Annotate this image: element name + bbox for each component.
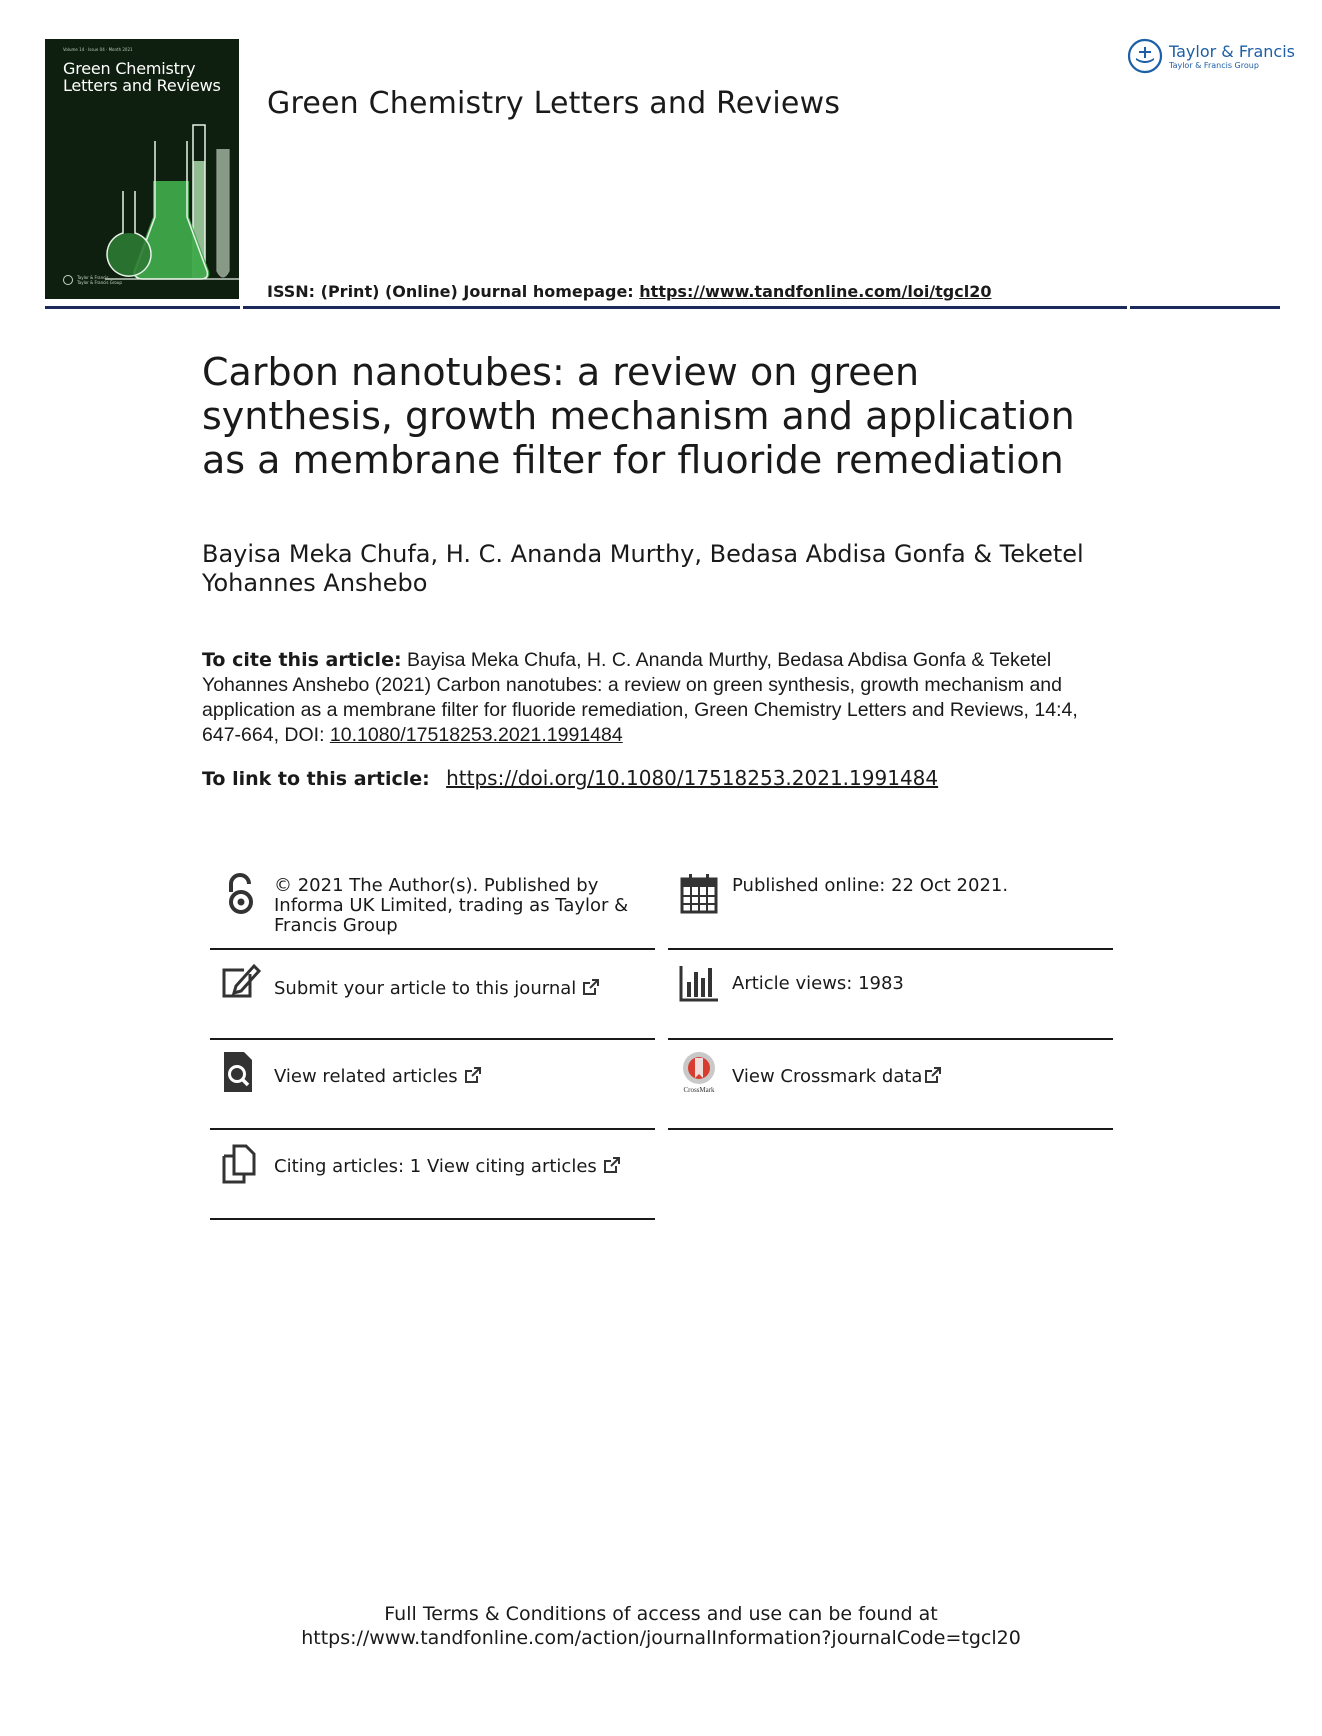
publisher-logo[interactable] (1127, 38, 1295, 74)
header-rule (45, 306, 1280, 309)
header-rule-gap (1127, 306, 1130, 309)
cover-title-line1: Green Chemistry (63, 59, 196, 78)
bar-chart-icon (678, 960, 720, 1004)
submit-article-cell[interactable] (210, 952, 655, 1040)
submit-article-link[interactable]: Submit your article to this journal (274, 978, 577, 999)
article-authors: Bayisa Meka Chufa, H. C. Ananda Murthy, Bedasa Abdisa Gonfa & Teketel Yohannes Anshebo (202, 540, 1084, 597)
issn-line (267, 282, 991, 301)
published-online-cell (668, 864, 1113, 950)
taylor-francis-logo-icon (1127, 38, 1163, 74)
link-label: To link to this article: (202, 768, 430, 790)
journal-title: Green Chemistry Letters and Reviews (267, 86, 841, 121)
article-doi-link[interactable]: https://doi.org/10.1080/17518253.2021.1991484 (446, 766, 939, 790)
crossmark-logo-text: CrossMark (683, 1086, 715, 1094)
published-online-text: Published online: 22 Oct 2021. (732, 875, 1009, 896)
citing-articles-cell[interactable] (210, 1132, 655, 1220)
crossmark-link[interactable]: View Crossmark data (732, 1066, 923, 1087)
crossmark-logo-icon (678, 1050, 720, 1094)
external-link-icon (464, 1066, 482, 1084)
cover-publisher-line1: Taylor & Francis (77, 275, 109, 280)
edit-icon (220, 960, 262, 1004)
cover-meta: Volume 14 · Issue 04 · Month 2021 (63, 47, 133, 52)
external-link-icon (924, 1066, 942, 1084)
copyright-text: © 2021 The Author(s). Published by Informa UK Limited, trading as Taylor & Francis Group (274, 875, 629, 936)
article-views-cell (668, 952, 1113, 1040)
crossmark-cell[interactable] (668, 1042, 1113, 1130)
journal-homepage-link[interactable]: https://www.tandfonline.com/loi/tgcl20 (639, 282, 992, 301)
cover-title (63, 60, 239, 94)
citing-articles-icon (220, 1140, 262, 1184)
terms-footer (0, 1602, 1322, 1650)
flask-illustration (105, 121, 239, 291)
open-access-icon (220, 872, 262, 916)
copyright-cell (210, 864, 655, 950)
cover-publisher-line2: Taylor & Francis Group (77, 280, 122, 285)
cite-label: To cite this article: (202, 649, 402, 671)
publisher-logo-group: Taylor & Francis Group (1169, 61, 1259, 70)
header-rule-gap (240, 306, 243, 309)
related-articles-icon (220, 1050, 262, 1094)
article-title: Carbon nanotubes: a review on green synthesis, growth mechanism and application as a membrane filter for fluoride remediation (202, 350, 1075, 482)
publisher-logo-name: Taylor & Francis (1169, 42, 1295, 61)
issn-text: ISSN: (Print) (Online) Journal homepage: (267, 282, 640, 301)
cover-publisher (63, 275, 122, 285)
external-link-icon (603, 1156, 621, 1174)
citing-articles-link[interactable]: Citing articles: 1 View citing articles (274, 1156, 597, 1177)
external-link-icon (582, 978, 600, 996)
cite-text: Bayisa Meka Chufa, H. C. Ananda Murthy, Bedasa Abdisa Gonfa & Teketel Yohannes Anshebo (2021) Carbon nanotubes: a review on green synthesis, growth mechanism and application as a membrane filter for fluoride remediation, Green Chemistry Letters and Reviews, 14:4, 647-664, DOI: (202, 649, 1078, 746)
calendar-icon (678, 872, 720, 916)
cover-title-line2: Letters and Reviews (63, 76, 221, 95)
article-views-text: Article views: 1983 (732, 973, 904, 994)
journal-cover (45, 39, 239, 299)
related-articles-cell[interactable] (210, 1042, 655, 1130)
citation-block (202, 648, 1102, 748)
related-articles-link[interactable]: View related articles (274, 1066, 458, 1087)
cite-doi-link[interactable]: 10.1080/17518253.2021.1991484 (329, 724, 623, 746)
terms-line1: Full Terms & Conditions of access and use can be found at (384, 1603, 938, 1625)
terms-url[interactable]: https://www.tandfonline.com/action/journalInformation?journalCode=tgcl20 (301, 1627, 1021, 1649)
article-link-block (202, 766, 1102, 790)
publisher-mark-icon (63, 275, 73, 285)
